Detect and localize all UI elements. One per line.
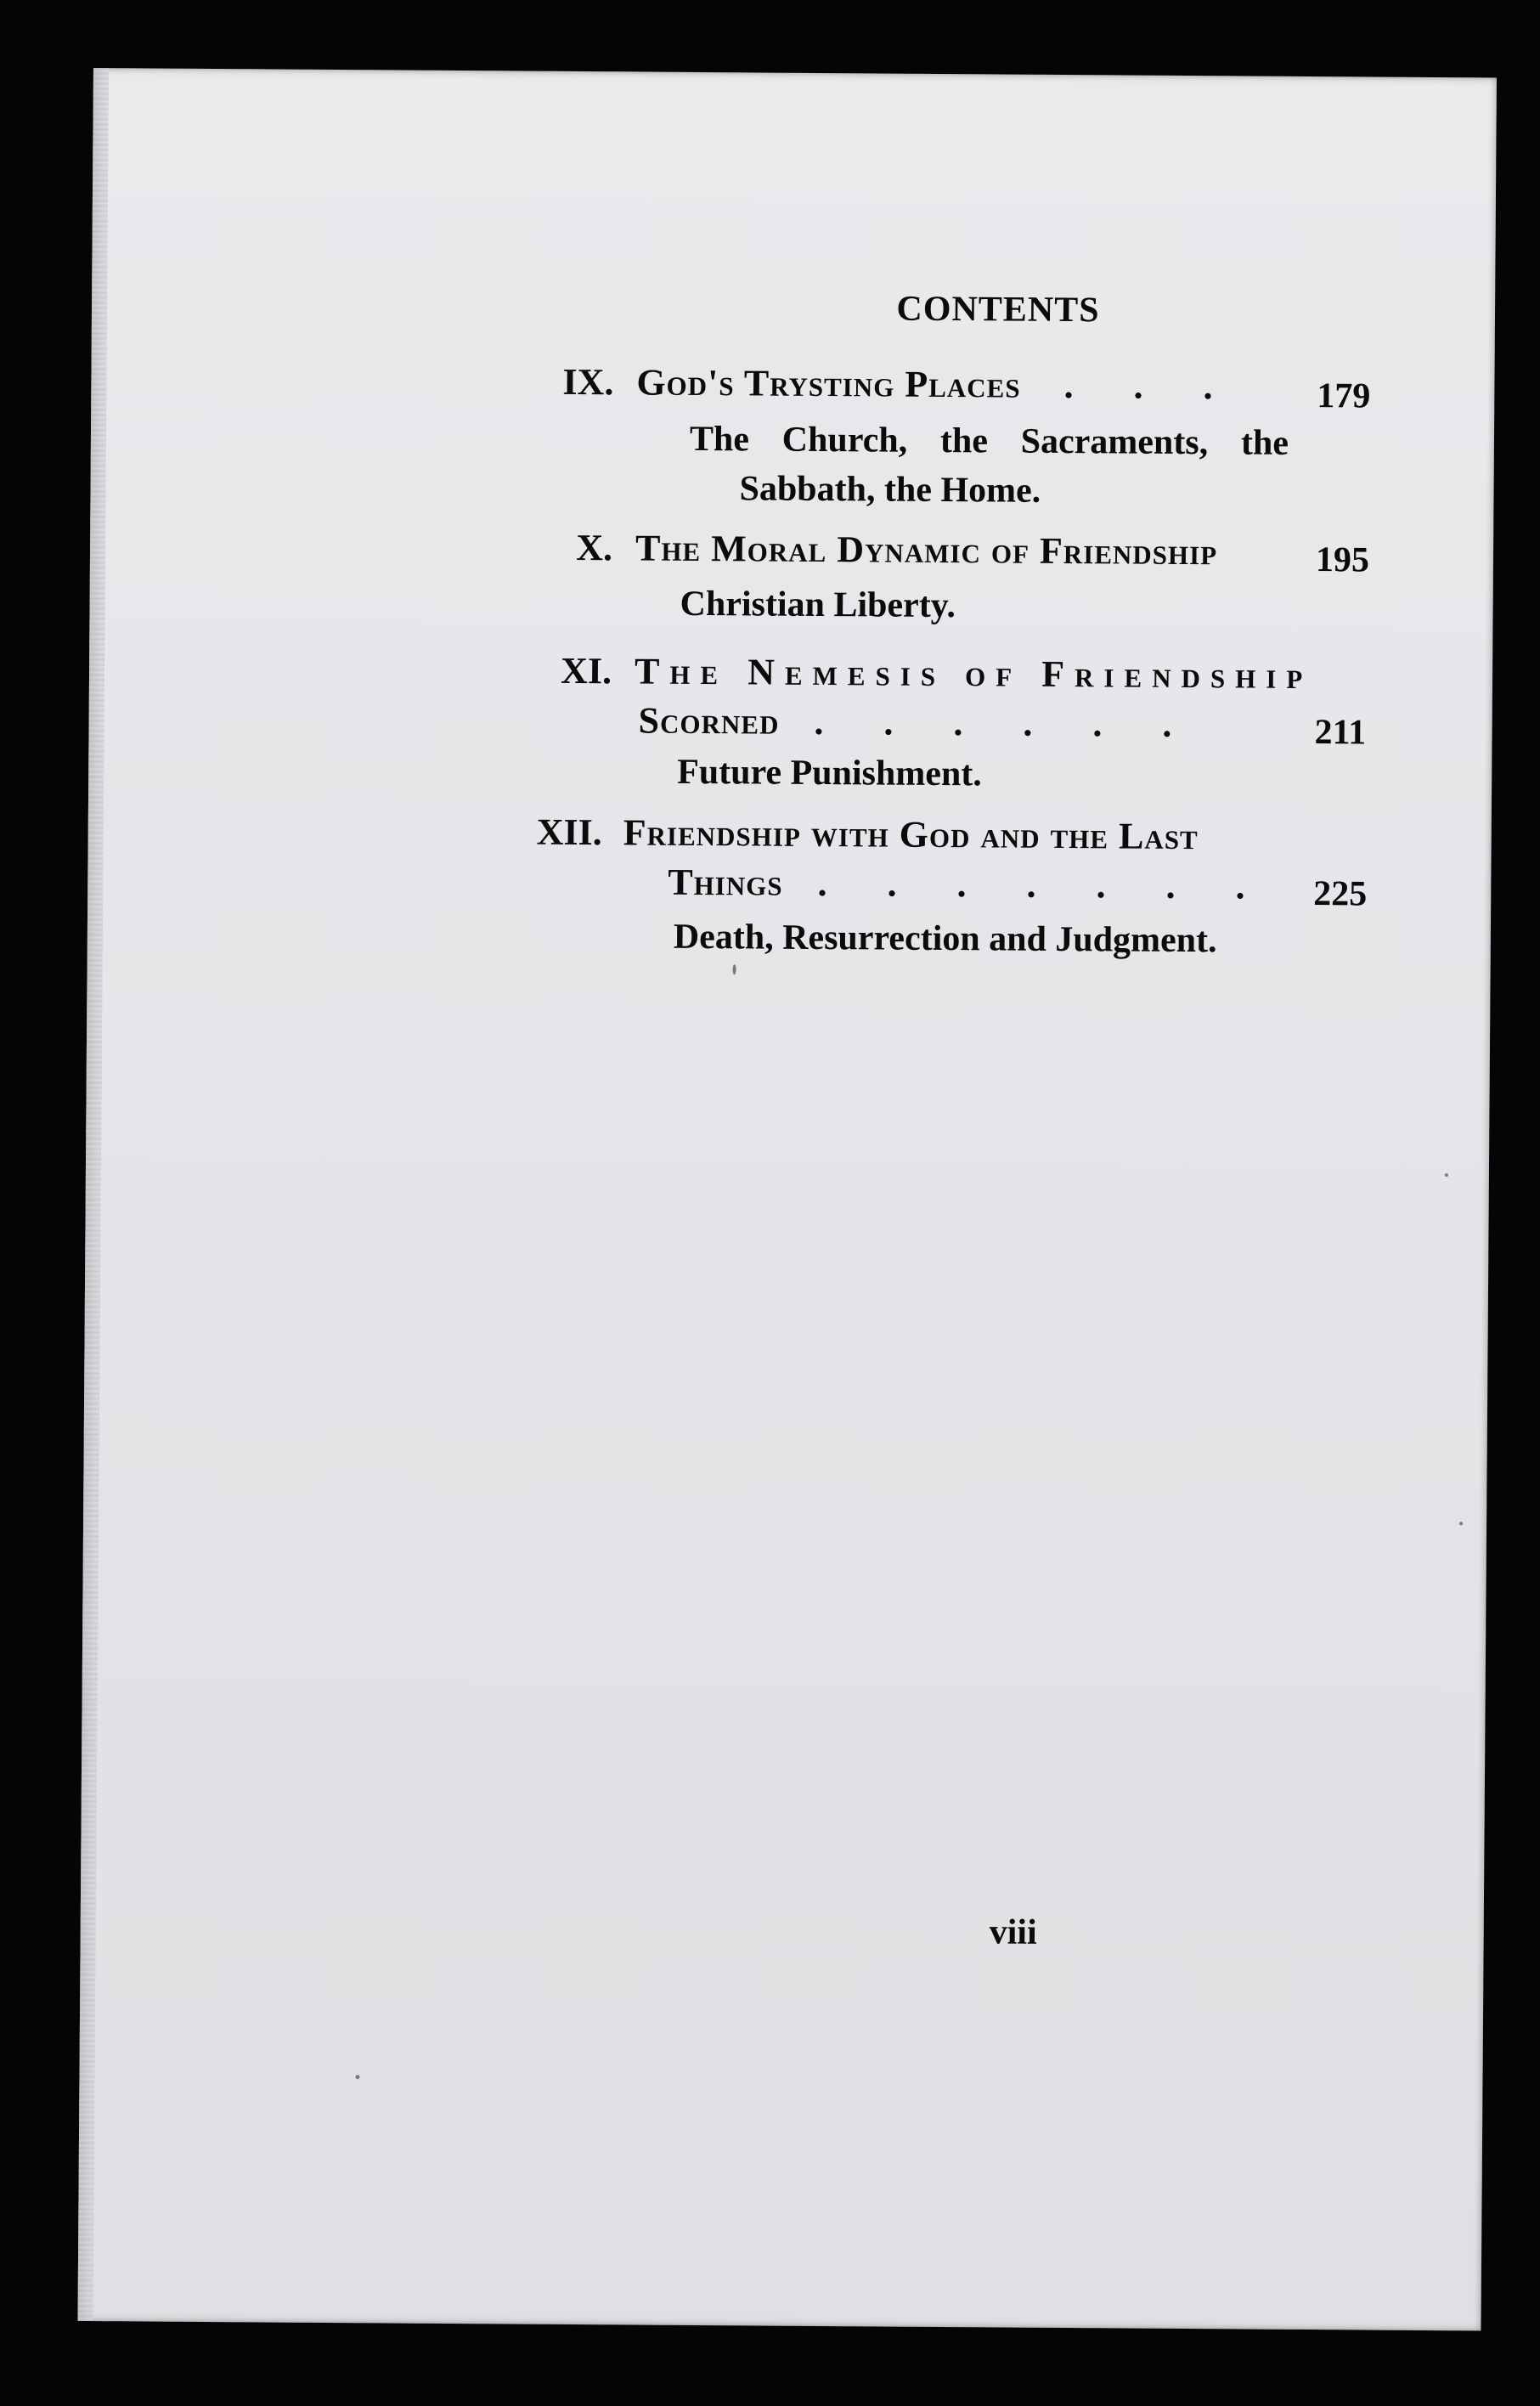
page-edge xyxy=(77,68,109,2321)
paper-speck xyxy=(1445,1173,1448,1177)
toc-entry-ix xyxy=(545,360,1238,409)
entry-subtitle-line: The Church, the Sacraments, the xyxy=(689,419,1289,463)
entry-numeral: X. xyxy=(576,526,613,569)
toc-entry-xi-line2 xyxy=(638,698,1197,746)
entry-page-number: 179 xyxy=(1317,376,1371,416)
page-folio: viii xyxy=(989,1912,1037,1952)
entry-subtitle-line: Death, Resurrection and Judgment. xyxy=(673,917,1217,961)
entry-title-continued: Scorned xyxy=(638,699,780,743)
entry-numeral: XII. xyxy=(536,810,602,854)
contents-heading: CONTENTS xyxy=(896,289,1100,330)
toc-entry-x xyxy=(544,526,1217,574)
entry-subtitle-line: Sabbath, the Home. xyxy=(739,469,1041,511)
paper-speck xyxy=(355,2075,359,2079)
entry-subtitle-line: Christian Liberty. xyxy=(680,584,956,626)
entry-title-continued: Things xyxy=(668,861,783,904)
entry-leader: . . . xyxy=(1063,364,1238,408)
paper-speck xyxy=(1459,1522,1463,1525)
entry-numeral: XI. xyxy=(560,649,612,692)
entry-leader: . . . . . . . xyxy=(817,861,1271,907)
paper-speck xyxy=(733,964,736,974)
entry-title: God's Trysting Places xyxy=(636,361,1021,406)
toc-entry-xi xyxy=(527,649,1313,698)
entry-leader: . . . . . . xyxy=(814,700,1198,746)
entry-page-number: 225 xyxy=(1313,874,1368,914)
entry-subtitle-line: Future Punishment. xyxy=(677,752,982,794)
toc-entry-xii-line2 xyxy=(668,861,1271,908)
entry-page-number: 211 xyxy=(1314,713,1367,753)
toc-entry-xii xyxy=(509,810,1199,858)
entry-numeral: IX. xyxy=(562,360,614,404)
entry-title: The Nemesis of Friendship xyxy=(634,650,1313,698)
book-page xyxy=(77,68,1496,2330)
entry-title: Friendship with God and the Last xyxy=(623,811,1199,858)
entry-page-number: 195 xyxy=(1315,540,1370,580)
entry-title: The Moral Dynamic of Friendship xyxy=(635,527,1218,573)
